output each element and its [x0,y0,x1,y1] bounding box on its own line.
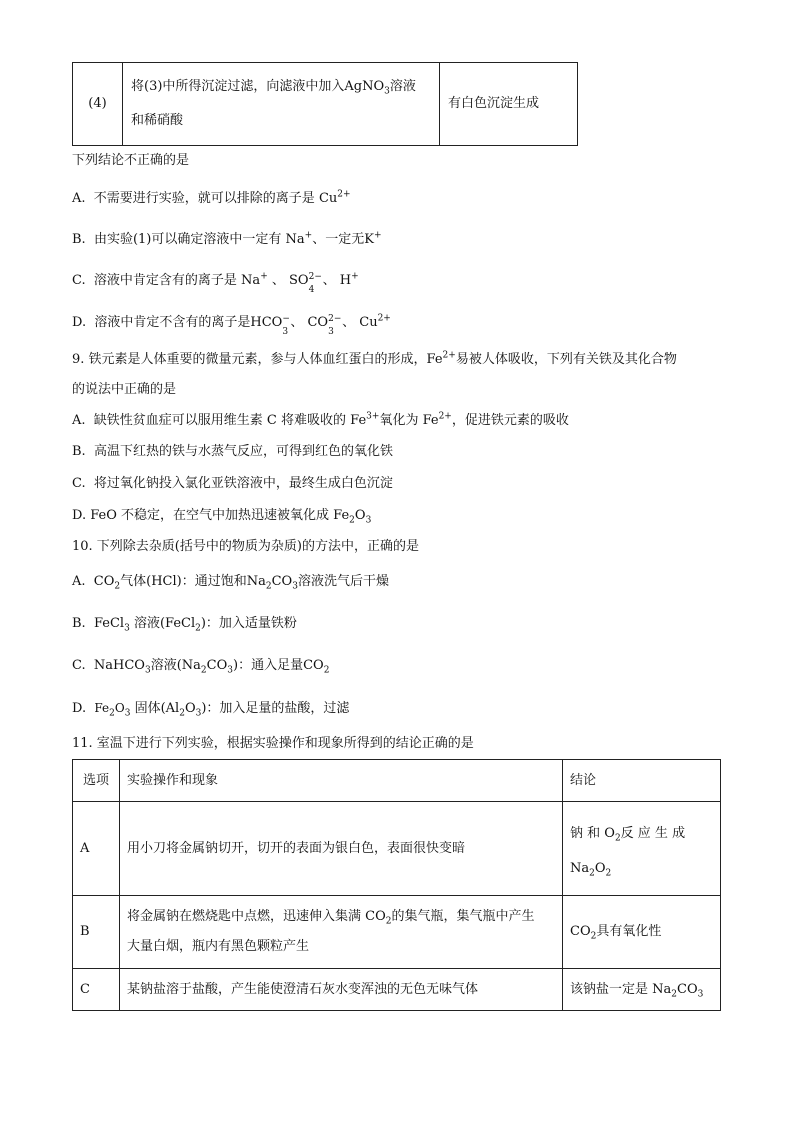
q9-option-c: C. 将过氧化钠投入氯化亚铁溶液中，最终生成白色沉淀 [72,476,393,491]
q10-option-c: C. NaHCO$_3$溶液$(Na_2CO_3)$：通入足量$CO_2$ [72,658,330,676]
operation-cell: 将(3)中所得沉淀过滤，向滤液中加入AgNO$_3$溶液 和稀硝酸 [123,63,440,146]
q9-stem-line2: 的说法中正确的是 [72,382,177,397]
q9-option-a: A. 缺铁性贫血症可以服用维生素 C 将难吸收的 $Fe^{3+}$氧化为 $Fe^{2+}$，促进铁元素的吸收 [72,411,569,428]
q9-stem-line1: 9. 铁元素是人体重要的微量元素，参与人体血红蛋白的形成，$Fe^{2+}$易被人体吸收，下列有关铁及其化合物 [72,350,677,367]
q8-option-d: D. 溶液中肯定不含有的离子是HCO − 3 、 CO 2− 3 、 $Cu^{2+}$ [72,313,391,337]
q8-option-b: B. 由实验(1)可以确定溶液中一定有 Na+、一定无K+ [72,230,382,247]
table-row [73,896,721,969]
row-conclusion: 钠 和 $O_2$反 应 生 成 $Na_2O_2$ [563,802,721,896]
q9-option-b: B. 高温下红热的铁与水蒸气反应，可得到红色的氧化铁 [72,444,393,459]
header-operation: 实验操作和现象 [120,760,563,802]
q10-option-d: D. $Fe_2O_3$ 固体$(Al_2O_3)$：加入足量的盐酸，过滤 [72,701,350,719]
row-option: A [73,802,120,896]
row-option: B [73,896,120,969]
q8-option-a: A. 不需要进行实验，就可以排除的离子是 $Cu^{2+}$ [72,189,351,206]
result-cell: 有白色沉淀生成 [440,63,578,146]
q10-stem: 10. 下列除去杂质(括号中的物质为杂质)的方法中，正确的是 [72,539,419,554]
header-conclusion: 结论 [563,760,721,802]
table-header-row [73,760,721,802]
q8-experiment-table [72,62,578,146]
q10-option-b: B. FeCl$_3$ 溶液(FeCl$_2$)：加入适量铁粉 [72,616,297,634]
q8-option-c: C. 溶液中肯定含有的离子是 Na+ 、 SO 2− 4 、 H+ [72,271,359,295]
table-row [73,63,578,146]
row-operation: 用小刀将金属钠切开，切开的表面为银白色，表面很快变暗 [120,802,563,896]
row-number: (4) [73,63,123,146]
row-operation: 将金属钠在燃烧匙中点燃，迅速伸入集满 $CO_2$的集气瓶，集气瓶中产生 大量白烟，瓶内有黑色颗粒产生 [120,896,563,969]
table-row [73,802,721,896]
header-option: 选项 [73,760,120,802]
table-row [73,969,721,1011]
q8-stem: 下列结论不正确的是 [72,153,190,168]
row-conclusion: $CO_2$具有氧化性 [563,896,721,969]
row-conclusion: 该钠盐一定是 $Na_2CO_3$ [563,969,721,1011]
q10-option-a: A. $CO_2$气体(HCl)：通过饱和$Na_2CO_3$溶液洗气后干燥 [72,574,389,592]
q11-table [72,759,721,1011]
row-operation: 某钠盐溶于盐酸，产生能使澄清石灰水变浑浊的无色无味气体 [120,969,563,1011]
row-option: C [73,969,120,1011]
q11-stem: 11. 室温下进行下列实验，根据实验操作和现象所得到的结论正确的是 [72,736,474,751]
q9-option-d: D. FeO 不稳定，在空气中加热迅速被氧化成 $Fe_2O_3$ [72,508,372,526]
